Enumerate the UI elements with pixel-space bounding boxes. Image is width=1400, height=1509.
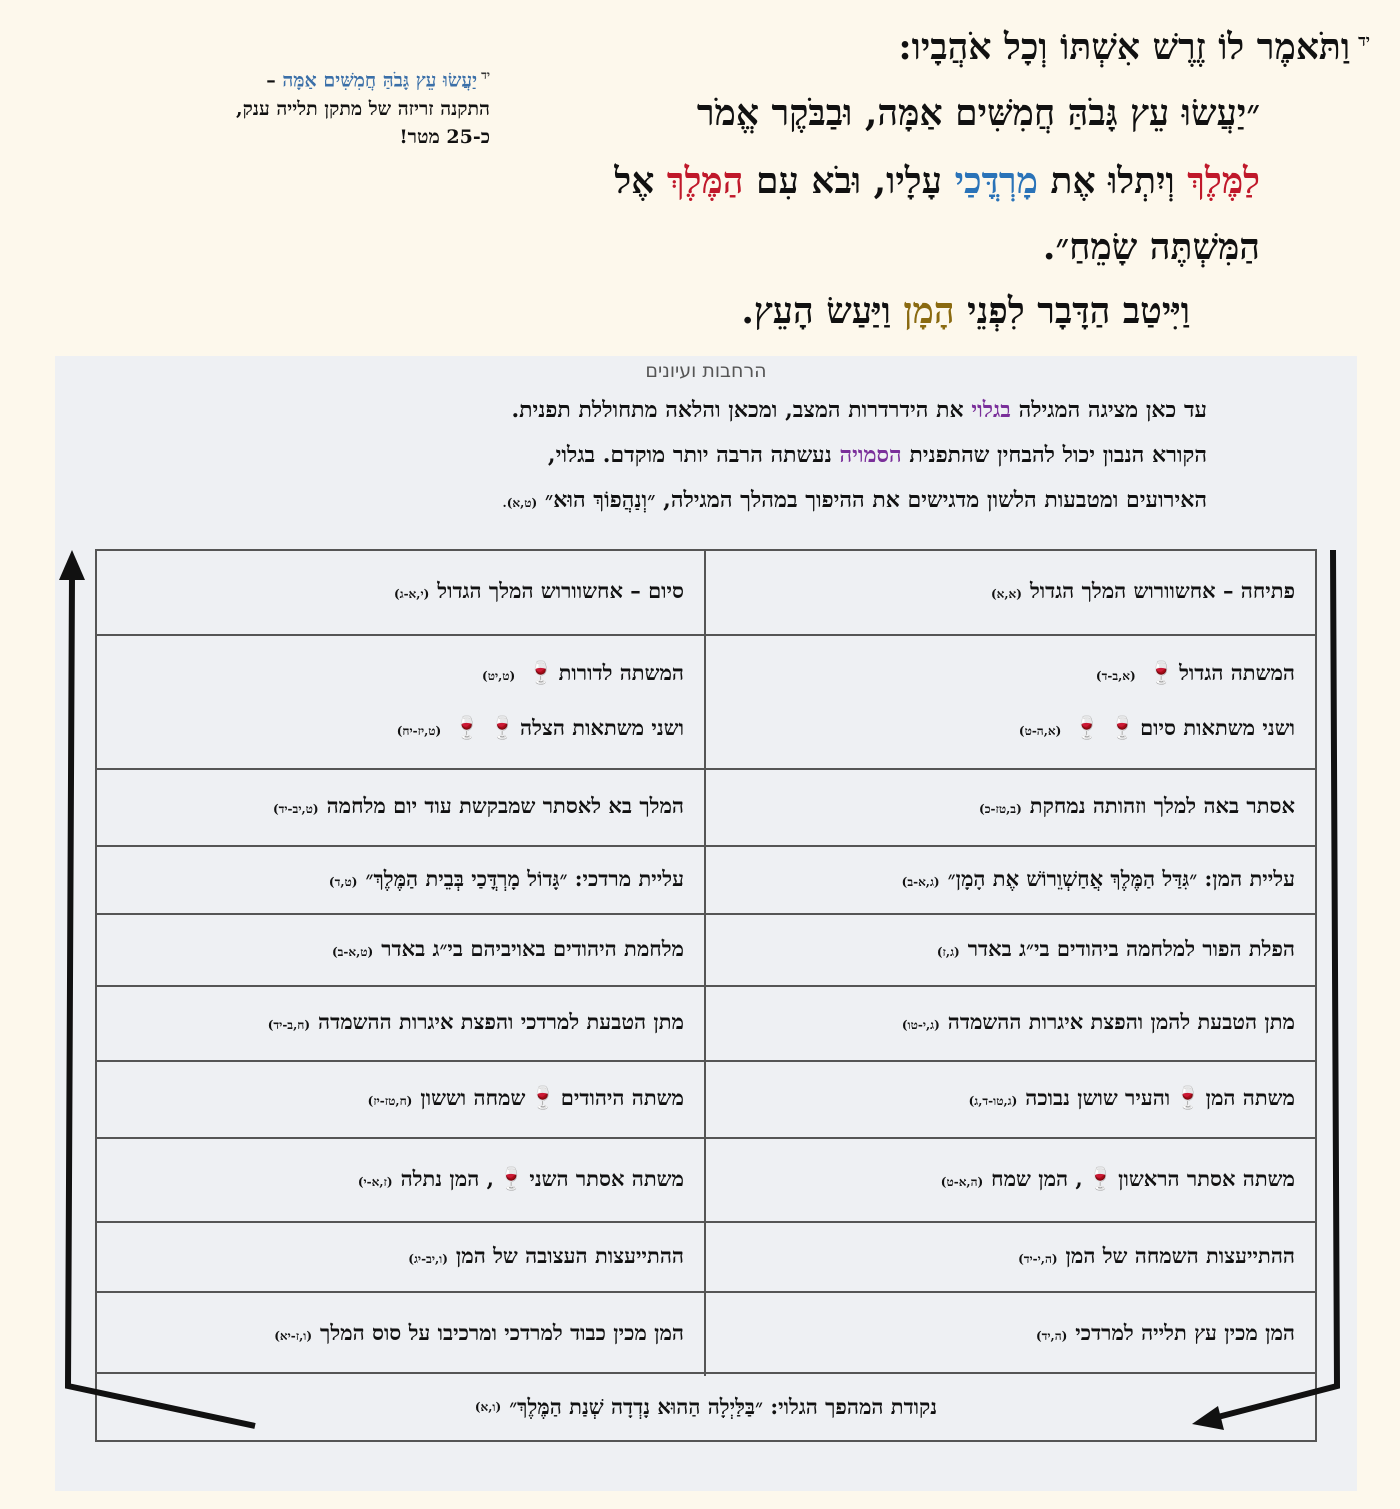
wine-glass-icon: 🍷 [1174, 1085, 1202, 1111]
table-row [97, 913, 1315, 985]
intro-text: את הידרדרות המצב, ומכאן והלאה מתחוללת תפנית. [511, 397, 964, 423]
intro-line-2 [207, 433, 1207, 478]
cell-beginning [706, 1139, 1315, 1221]
turning-point-ref: (ו,א) [474, 1399, 502, 1414]
cell-beginning [706, 770, 1315, 845]
cell-text: אסתר באה למלך וזהותה נמחקת [1029, 793, 1295, 818]
cell-line [117, 780, 684, 835]
intro-line-1 [207, 388, 1207, 433]
verse-reference: (ב,טז-כ) [979, 802, 1022, 816]
note-line-3: כ-25 מטר! [399, 126, 490, 149]
cell-reversal [97, 847, 706, 913]
cell-line [117, 1307, 684, 1362]
cell-line [726, 1072, 1295, 1127]
verse-reference: (ט,יב-יד) [272, 802, 319, 816]
cell-line [117, 1230, 684, 1285]
verse-reference: (א,ב-ד) [1095, 669, 1136, 683]
cell-reversal [97, 1062, 706, 1137]
verse-reference: (ג,טו-ד,ג) [968, 1094, 1018, 1108]
cell-line [726, 923, 1295, 978]
table-row [97, 1137, 1315, 1221]
cell-beginning [706, 1223, 1315, 1291]
cell-beginning [706, 1293, 1315, 1376]
cell-line [117, 1153, 684, 1208]
verse-text: עָלָיו, וּבֹא עִם [756, 160, 943, 202]
verse-reference: (ט,א-ב) [331, 944, 374, 959]
note-dash: – [266, 69, 276, 92]
verse-reference: (ה,יד) [1035, 1329, 1068, 1343]
cell-text: , המן נתלה [400, 1165, 494, 1191]
cell-line [726, 853, 1295, 908]
cell-reversal [97, 770, 706, 845]
cell-line [117, 923, 684, 978]
cell-line [117, 1072, 684, 1127]
table-row [97, 634, 1315, 768]
verse-line-4: הַמִּשְׁתֶּה שָׂמֵחַ״. [1042, 226, 1260, 268]
cell-text: ושני משתאות הצלה [520, 715, 684, 740]
cell-text: מתן הטבעת להמן והפצת איגרות ההשמדה [947, 1009, 1295, 1034]
cell-beginning [706, 551, 1315, 634]
verse-block [500, 10, 1370, 340]
cell-text: ההתייעצות העצובה של המן [455, 1242, 684, 1268]
table-row [97, 1221, 1315, 1291]
verse-reference: (ג,א-ב) [901, 874, 940, 889]
verse-reference: (א,א) [991, 587, 1022, 601]
verse-reference: (ט,ד) [328, 874, 358, 889]
table-row [97, 768, 1315, 845]
panel-intro [207, 388, 1207, 526]
cell-text: המשתה לדורות [558, 660, 684, 685]
cell-line [726, 780, 1295, 835]
cell-reversal [97, 551, 706, 634]
verse-reference: (ו,ז-יא) [274, 1329, 313, 1343]
cell-line [726, 647, 1295, 702]
intro-text: עד כאן מציגה המגילה [1018, 397, 1207, 423]
table-row [97, 985, 1315, 1060]
word-hidden: הסמויה [839, 442, 902, 468]
note-quote: יַעֲשׂוּ עֵץ גָּבֹהַּ חֲמִשִּׁים אַמָּה [282, 69, 478, 92]
verse-text: וַיַּעַשׂ הָעֵץ. [741, 290, 891, 332]
cell-line [117, 702, 684, 757]
cell-line [726, 1307, 1295, 1362]
word-overt: בגלוי [971, 397, 1011, 423]
verse-reference: (א,ה-ט) [1018, 724, 1062, 738]
verse-line-1 [898, 26, 1370, 69]
cell-beginning [706, 1062, 1315, 1137]
word-king: הַמֶּלֶךְ [666, 160, 744, 202]
verse-text: אֶל [614, 160, 655, 202]
verse-reference: (ז,א-י) [357, 1174, 393, 1189]
cell-beginning [706, 847, 1315, 913]
table-row [97, 845, 1315, 913]
cell-line [726, 702, 1295, 757]
intro-line-3 [207, 478, 1207, 526]
cell-beginning [706, 915, 1315, 985]
cell-line [726, 565, 1295, 620]
cell-text: , המן שמח [991, 1165, 1083, 1191]
cell-reversal [97, 1293, 706, 1376]
verse-line-5 [741, 290, 1190, 333]
cell-reversal [97, 987, 706, 1060]
word-mordechai: מָרְדֳּכַי [954, 160, 1038, 202]
verse-text: וַתֹּאמֶר לוֹ זֶרֶשׁ אִשְׁתּוֹ וְכָל אֹהֲבָיו: [898, 26, 1351, 68]
cell-text: והעיר שושן נבוכה [1025, 1085, 1171, 1110]
intro-text: נעשתה הרבה יותר מוקדם. בגלוי, [547, 442, 832, 468]
side-note [70, 66, 490, 152]
verse-reference: (ח,ב-יד) [267, 1018, 311, 1032]
cell-text: המשתה הגדול [1179, 660, 1295, 685]
wine-glass-icon: 🍷 [1108, 715, 1137, 741]
wine-glass-icon: 🍷 [529, 1085, 557, 1111]
cell-text: מתן הטבעת למרדכי והפצת איגרות ההשמדה [318, 1009, 684, 1034]
cell-text: עליית מרדכי: ״גָּדוֹל מָרְדֳּכַי בְּבֵית הַמֶּלֶךְ״ [365, 865, 684, 891]
cell-beginning [706, 987, 1315, 1060]
expansion-panel [55, 356, 1357, 1491]
verse-line-2: ״יַעֲשׂוּ עֵץ גָּבֹהַּ חֲמִשִּׁים אַמָּה, וּבַבֹּקֶר אֱמֹר [696, 92, 1260, 134]
cell-text: המן מכין עץ תלייה למרדכי [1075, 1320, 1295, 1345]
cell-text: שמחה וששון [420, 1085, 526, 1110]
intro-ref: (ט,א). [502, 496, 538, 510]
cell-line [117, 565, 684, 620]
intro-text: הקורא הנבון יכול להבחין שהתפנית [909, 442, 1207, 468]
note-line-2: התקנה זריזה של מתקן תלייה ענק, [236, 97, 490, 120]
cell-text: ושני משתאות סיום [1140, 715, 1295, 740]
turning-point-row [97, 1372, 1315, 1440]
cell-line [726, 996, 1295, 1051]
cell-text: עליית המן: ״גִּדַּל הַמֶּלֶךְ אֲחַשְׁוֵרוֹשׁ אֶת הָמָן״ [947, 865, 1295, 891]
verse-number: יד [1358, 31, 1370, 50]
verse-line-3 [614, 160, 1260, 203]
cell-reversal [97, 1139, 706, 1221]
cell-line [117, 647, 684, 702]
cell-reversal [97, 636, 706, 768]
verse-reference: (ו,יב-יג) [408, 1251, 448, 1266]
cell-text: משתה המן [1205, 1085, 1295, 1110]
verse-reference: (ט,יז-יח) [396, 724, 442, 738]
cell-text: הפלת הפור למלחמה ביהודים בי״ג באדר [967, 935, 1295, 961]
cell-text: משתה היהודים [560, 1085, 684, 1110]
comparison-table [95, 549, 1317, 1442]
cell-text: המן מכין כבוד למרדכי ומרכיבו על סוס המלך [320, 1320, 684, 1345]
cell-text: ההתייעצות השמחה של המן [1065, 1242, 1295, 1268]
word-king: לַמֶּלֶךְ [1187, 160, 1260, 202]
wine-glass-icon: 🍷 [488, 715, 517, 741]
cell-reversal [97, 1223, 706, 1291]
wine-glass-icon: 🍷 [1073, 715, 1101, 741]
verse-reference: (ה,א-ט) [940, 1174, 984, 1189]
table-row [97, 1060, 1315, 1137]
cell-text: סיום – אחשוורוש המלך הגדול [437, 578, 684, 603]
note-line-1 [70, 66, 490, 95]
note-number: יד [481, 68, 490, 82]
verse-reference: (ט,יט) [482, 669, 516, 683]
wine-glass-icon: 🍷 [1086, 1165, 1115, 1192]
wine-glass-icon: 🍷 [497, 1165, 526, 1192]
turning-point-text: נקודת המהפך הגלוי: ״בַּלַּיְלָה הַהוּא נָדְדָה שְׁנַת הַמֶּלֶךְ״ [509, 1394, 938, 1419]
verse-reference: (ה,י-יד) [1018, 1251, 1058, 1266]
cell-reversal [97, 915, 706, 985]
verse-reference: (י,א-ג) [393, 587, 430, 601]
cell-line [117, 996, 684, 1051]
cell-text: משתה אסתר השני [529, 1165, 684, 1191]
cell-line [726, 1230, 1295, 1285]
verse-reference: (ח,טז-יז) [367, 1094, 413, 1108]
verse-text: וַיִּיטַב הַדָּבָר לִפְנֵי [967, 290, 1190, 332]
verse-reference: (ג,י-טו) [901, 1018, 940, 1032]
wine-glass-icon: 🍷 [527, 660, 555, 686]
cell-text: המלך בא לאסתר שמבקשת עוד יום מלחמה [326, 793, 684, 818]
table-row [97, 1291, 1315, 1376]
intro-text: האירועים ומטבעות הלשון מדגישים את ההיפוך במהלך המגילה, ״וְנַהֲפוֹךְ הוּא״ [544, 487, 1207, 513]
cell-text: מלחמת היהודים באויביהם בי״ג באדר [381, 935, 684, 961]
wine-glass-icon: 🍷 [1147, 660, 1176, 686]
verse-text: וְיִתְלוּ אֶת [1050, 160, 1175, 202]
word-haman: הָמָן [903, 290, 955, 332]
cell-beginning [706, 636, 1315, 768]
wine-glass-icon: 🍷 [453, 715, 481, 741]
cell-line [726, 1153, 1295, 1208]
cell-text: משתה אסתר הראשון [1118, 1165, 1295, 1191]
table-row [97, 551, 1315, 634]
panel-title: הרחבות ועיונים [645, 360, 767, 382]
cell-line [117, 853, 684, 908]
cell-text: פתיחה – אחשוורוש המלך הגדול [1029, 578, 1295, 603]
verse-reference: (ג,ז) [936, 944, 960, 959]
